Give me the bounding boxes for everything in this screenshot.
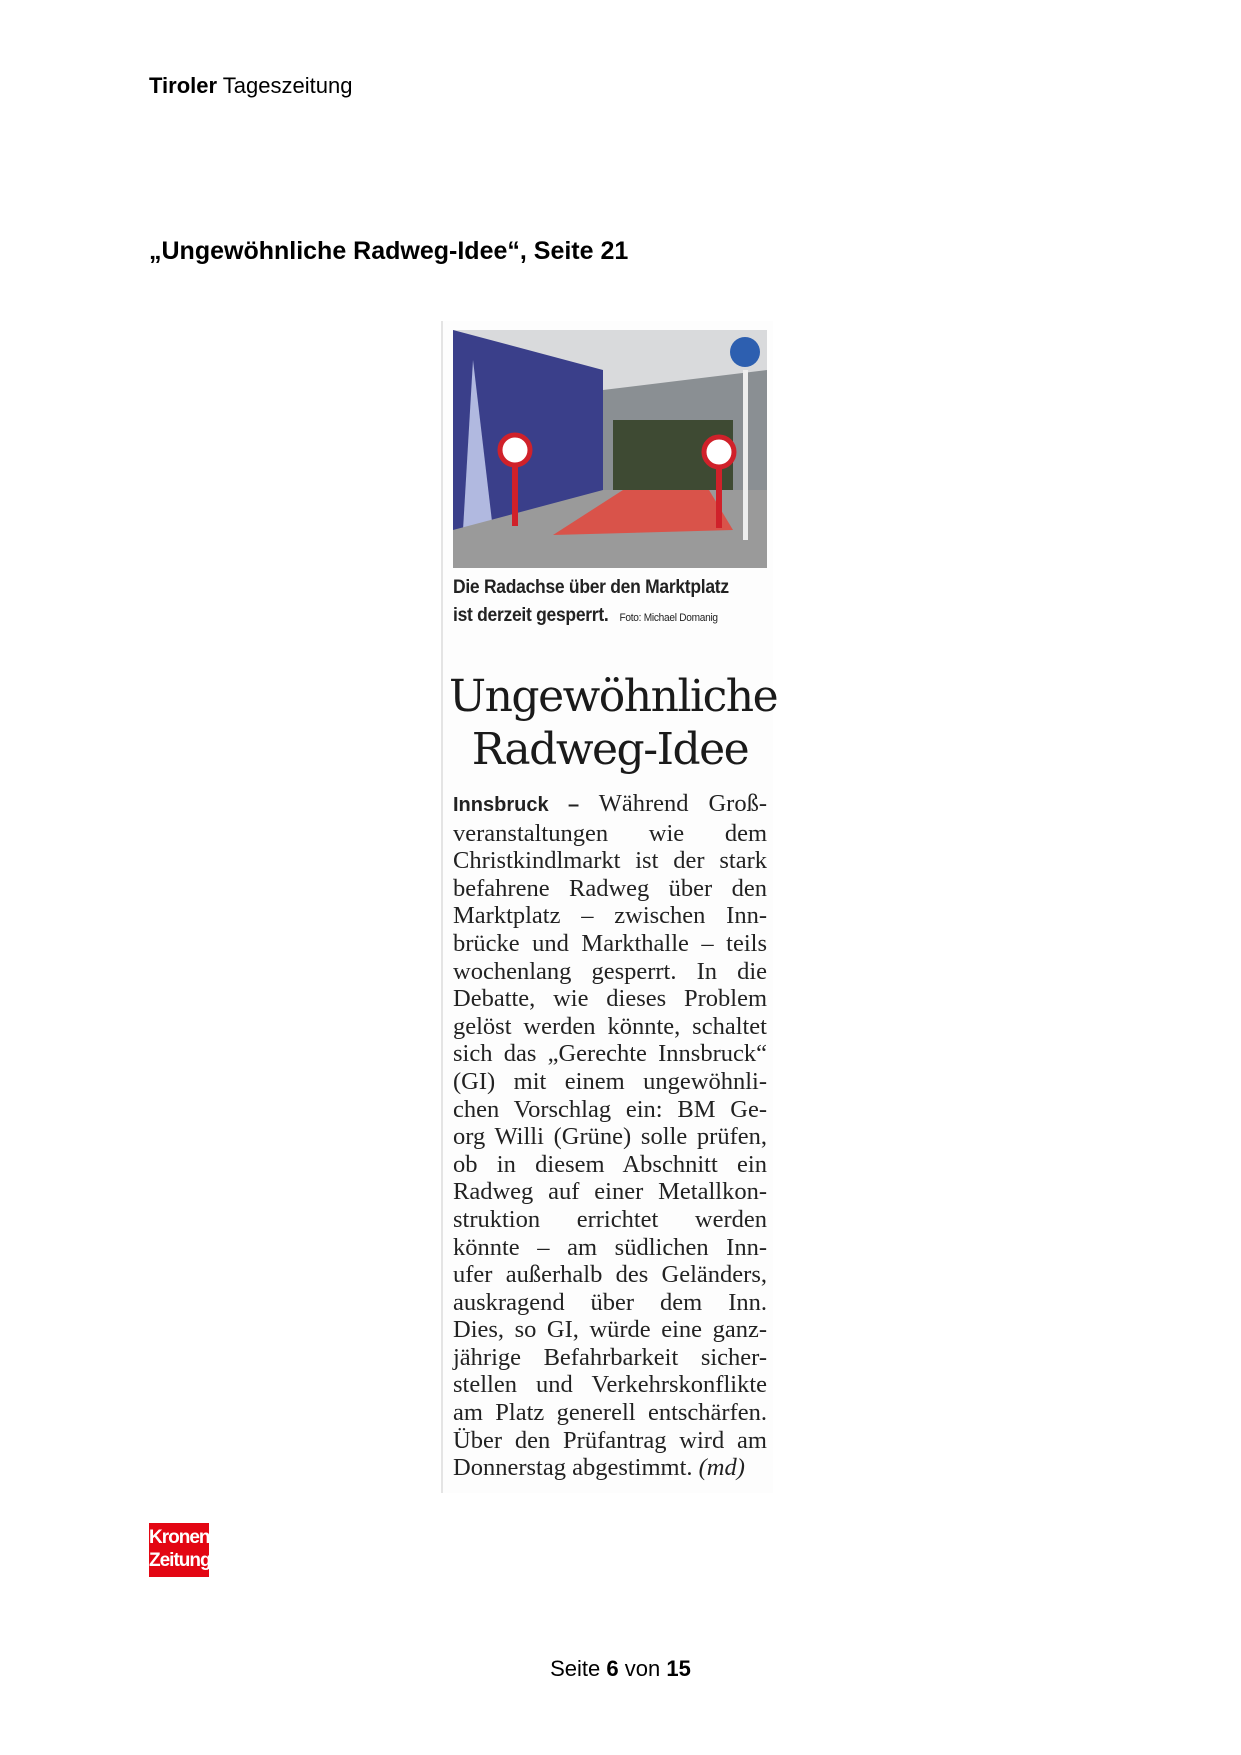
kronen-zeitung-logo <box>149 1523 209 1577</box>
footer-middle: von <box>624 1656 661 1681</box>
body-text: org Willi (Grüne) solle prüfen, <box>453 1123 767 1151</box>
body-line <box>453 1234 767 1262</box>
body-line <box>453 1371 767 1399</box>
body-text: veranstaltungen wie dem <box>453 819 767 847</box>
body-line <box>453 1068 767 1096</box>
body-line <box>453 1427 767 1455</box>
body-line <box>453 1454 767 1482</box>
article-headline <box>449 670 778 776</box>
body-line <box>453 1261 767 1289</box>
body-line <box>453 1316 767 1344</box>
body-line <box>453 1096 767 1124</box>
page-footer <box>0 1656 1241 1682</box>
logo-line: Zeitung <box>149 1550 211 1571</box>
author-signature: (md) <box>698 1454 745 1482</box>
current-page: 6 <box>606 1656 619 1681</box>
body-line <box>453 1013 767 1041</box>
body-line <box>453 958 767 986</box>
body-text: auskragend über dem Inn. <box>453 1288 767 1316</box>
publication-name-rest: Tageszeitung <box>222 73 353 98</box>
body-text: gelöst werden könnte, schaltet <box>453 1012 767 1040</box>
body-text: ob in diesem Abschnitt ein <box>453 1150 767 1178</box>
body-line <box>453 1040 767 1068</box>
total-pages: 15 <box>666 1656 691 1681</box>
body-text: befahrene Radweg über den <box>453 874 767 902</box>
headline-line: Radweg-Idee <box>471 724 749 775</box>
body-text: ufer außerhalb des Geländers, <box>453 1261 767 1289</box>
body-line <box>453 875 767 903</box>
photo-caption <box>453 574 767 632</box>
body-text: Dies, so GI, würde eine ganz- <box>453 1316 767 1344</box>
body-text: (GI) mit einem ungewöhnli- <box>453 1067 767 1095</box>
caption-line: ist derzeit gesperrt. <box>453 605 609 626</box>
dateline: Innsbruck – <box>453 794 580 816</box>
body-text: brücke und Markthalle – teils <box>453 929 767 957</box>
article-body <box>453 790 767 1482</box>
body-line <box>453 930 767 958</box>
headline-line: Ungewöhnliche <box>449 671 778 722</box>
publication-header <box>149 73 352 99</box>
body-text: am Platz generell entschärfen. <box>453 1399 767 1427</box>
body-line <box>453 820 767 848</box>
article-photo <box>453 330 767 568</box>
body-text: könnte – am südlichen Inn- <box>453 1233 767 1261</box>
body-line <box>453 1178 767 1206</box>
caption-line: Die Radachse über den Marktplatz <box>453 577 729 598</box>
body-text: wochenlang gesperrt. In die <box>453 957 767 985</box>
body-text: Marktplatz – zwischen Inn- <box>453 902 767 930</box>
body-text: chen Vorschlag ein: BM Ge- <box>453 1095 767 1123</box>
photo-credit: Foto: Michael Domanig <box>619 612 718 624</box>
body-line <box>453 1206 767 1234</box>
body-text: Christkindlmarkt ist der stark <box>453 847 767 875</box>
body-line <box>453 1399 767 1427</box>
body-line <box>453 847 767 875</box>
body-text: struktion errichtet werden <box>453 1205 767 1233</box>
body-text: Während Groß- <box>598 790 767 817</box>
logo-line: Kronen <box>149 1527 210 1548</box>
body-line <box>453 1123 767 1151</box>
body-text: jährige Befahrbarkeit sicher- <box>453 1343 767 1371</box>
body-line <box>453 1151 767 1179</box>
body-text: Über den Prüfantrag wird am <box>453 1426 767 1454</box>
body-line <box>453 902 767 930</box>
body-line <box>453 985 767 1013</box>
document-title: „Ungewöhnliche Radweg-Idee“, Seite 21 <box>149 237 629 265</box>
body-line <box>453 790 767 820</box>
body-text: Donnerstag abgestimmt. <box>453 1454 693 1482</box>
publication-name-bold: Tiroler <box>149 73 218 98</box>
body-line <box>453 1289 767 1317</box>
footer-prefix: Seite <box>550 1656 601 1681</box>
body-text: Debatte, wie dieses Problem <box>453 985 767 1013</box>
body-line <box>453 1344 767 1372</box>
body-text: sich das „Gerechte Innsbruck“ <box>453 1040 767 1068</box>
body-text: Radweg auf einer Metallkon- <box>453 1178 767 1206</box>
body-text: stellen und Verkehrskonflikte <box>453 1371 767 1399</box>
